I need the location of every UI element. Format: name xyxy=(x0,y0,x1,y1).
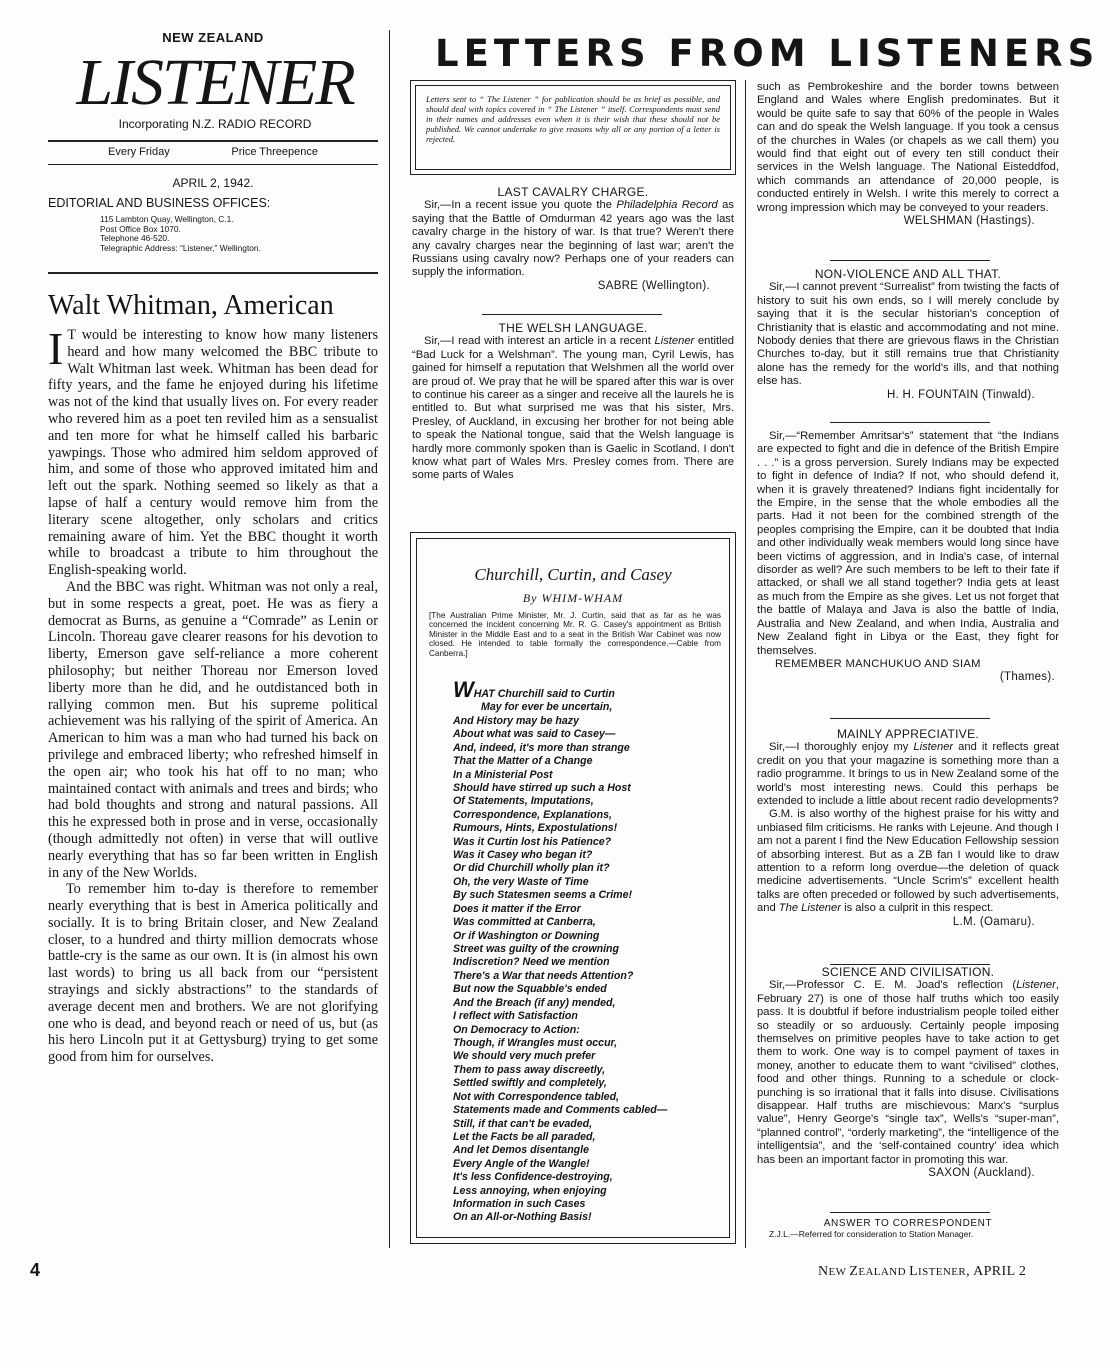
letter-text: G.M. is also worthy of the highest praise for his witty and unbiased film criticisms. He ranks with Lejeune. And though I am not a parent I find the New Education Fellowship session of absorbing interest. But as a ZB fan I would like to draw attention to a reform long overdue—the deletion of quack medicine advertisements. “Uncle Scrim's” excellent health talks are often preceded or followed by such advertisements, and The Listener is also a culprit in this respect. xyxy=(757,808,1059,915)
offices-address xyxy=(100,215,261,253)
poem-line: Should have stirred up such a Host xyxy=(453,781,631,794)
poem-line: Every Angle of the Wangle! xyxy=(453,1157,590,1170)
letter-appreciative xyxy=(757,728,1059,929)
issue-price: Price Threepence xyxy=(231,146,318,158)
masthead-logo: LISTENER xyxy=(76,46,354,119)
poem-line: And, indeed, it's more than strange xyxy=(453,741,630,754)
page-footer: NEW ZEALAND LISTENER, APRIL 2 xyxy=(818,1264,1027,1279)
letter-signature: L.M. (Oamaru). xyxy=(952,915,1035,928)
letter-welsh-continued xyxy=(757,81,1059,228)
poem-line: Or did Churchill wholly plan it? xyxy=(453,862,610,875)
poem-line: Does it matter if the Error xyxy=(453,902,581,915)
column-divider xyxy=(389,30,390,1248)
letter-divider xyxy=(830,718,990,719)
letter-divider xyxy=(482,314,662,315)
editorial-rule xyxy=(48,272,378,274)
poem-line: On Democracy to Action: xyxy=(453,1023,580,1036)
poem-line: Them to pass away discreetly, xyxy=(453,1063,606,1076)
letter-heading: MAINLY APPRECIATIVE. xyxy=(836,727,980,741)
poem-initial: W xyxy=(453,677,474,702)
letters-notice-text: Letters sent to “ The Listener ” for publication should be as brief as possible, and should deal with topics covered in “ The Listener ” itself. Correspondents must send in their names and addresses even when it is their wish that these should not be published. We cannot undertake to give reasons why all or any portion of a letter is rejected. xyxy=(415,85,731,170)
letter-signature-place: (Thames). xyxy=(999,671,1055,684)
letter-cavalry xyxy=(412,186,734,293)
poem-line: We should very much prefer xyxy=(453,1050,596,1063)
poem-line: On an All-or-Nothing Basis! xyxy=(453,1211,592,1224)
letter-heading: LAST CAVALRY CHARGE. xyxy=(497,185,649,199)
poem-line: Less annoying, when enjoying xyxy=(453,1184,607,1197)
poem-title: Churchill, Curtin, and Casey xyxy=(474,565,672,584)
poem-line: Correspondence, Explanations, xyxy=(453,808,612,821)
issue-frequency: Every Friday xyxy=(108,146,170,158)
letter-divider xyxy=(830,422,990,423)
poem-line: Was committed at Canberra, xyxy=(453,916,596,929)
letter-text: Sir,—“Remember Amritsar's” statement that “the Indians are expected to fight and die in defence of the British Empire . . .” is a gross perversion. Surely Indians may be expected to fight in defence of India? If not, who should defend it, when it is gravely threatened? Indians fight incidentally for the Empire, in the sense that the whole embodies all the parts. Had it not been for the combined strength of the peoples comprising the Empire, can it be doubted that India and other individually weak members would long since have been victims of aggression, and in India's case, of internal disorder as well? Are such members to be left to their fate if attacked, or shall we all stand together? India gets at least as much from the Empire as she gives. Let us not forget that the battle of Malaya and Java is also the battle of India, Australia and New Zealand, and when India, Australia and New Zealand fight in Libya or the East, they fight for themselves. xyxy=(757,430,1059,657)
letter-divider xyxy=(830,1212,990,1213)
poem-line: It's less Confidence-destroying, xyxy=(453,1171,613,1184)
letter-science xyxy=(757,966,1059,1181)
letter-text: such as Pembrokeshire and the border towns between England and Wales where English predominates. But it would be quite safe to say that 60% of the people in Wales can and do speak the Welsh language. If you took a census of the churches in Wales (or chapels as we call them) you would find that eight out of every ten still conduct their services in the Welsh language. The National Eisteddfod, which commands an attendance of 20,000 people, is conducted entirely in Welsh. I write this merely to correct a wrong impression which may be conveyed to your readers. xyxy=(757,81,1059,214)
answer-text: Z.J.L.—Referred for consideration to Station Manager. xyxy=(769,1229,974,1239)
address-line: Telegraphic Address: “Listener,” Wellington. xyxy=(100,242,261,253)
poem-line: Was it Casey who began it? xyxy=(453,849,593,862)
editorial-title: Walt Whitman, American xyxy=(48,290,334,321)
section-headline: LETTERS FROM LISTENERS xyxy=(435,32,1100,75)
poem-line: Rumours, Hints, Expostulations! xyxy=(453,822,618,835)
poem-line: In a Ministerial Post xyxy=(453,768,553,781)
poem-line: Was it Curtin lost his Patience? xyxy=(453,835,612,848)
poem-line: But now the Squabble's ended xyxy=(453,983,607,996)
letter-heading: THE WELSH LANGUAGE. xyxy=(498,321,648,335)
editorial-dropcap: I xyxy=(48,323,64,374)
poem-line: By such Statesmen seems a Crime! xyxy=(453,889,632,902)
poem-line: Let the Facts be all paraded, xyxy=(453,1130,596,1143)
poem-line: May for ever be uncertain, xyxy=(481,701,613,714)
poem-line: That the Matter of a Change xyxy=(453,755,593,768)
column-divider xyxy=(745,80,746,1248)
answer-heading: ANSWER TO CORRESPONDENT xyxy=(823,1218,993,1229)
letter-heading: SCIENCE AND CIVILISATION. xyxy=(821,965,995,979)
letter-nonviolence xyxy=(757,268,1059,402)
poem-line: Indiscretion? Need we mention xyxy=(453,956,610,969)
letter-signature: SABRE (Wellington). xyxy=(597,279,710,292)
address-line: Telephone 46-520. xyxy=(100,233,170,244)
letter-text: Sir,—I thoroughly enjoy my Listener and it reflects great credit on you that your magazine is something more than a radio programme. It brings to us in New Zealand some of the world's most interesting news. Could this perhaps be extended to include a little about recent radio developments? xyxy=(757,741,1059,808)
poem-verse xyxy=(453,677,668,1225)
letter-signature: SAXON (Auckland). xyxy=(928,1167,1035,1180)
editorial-paragraph: I T would be interesting to know how many listeners heard and how many welcomed the BBC tribute to Walt Whitman last week. Whitman has been dead for fifty years, and the fame he enjoyed during his lifetime was not of the kind that usually lives on. For every reader who revered him as a poet ten reviled him as a sensualist and ten more for what he himself called his barbaric yawpings. Those who admired him seldom approved of him, and some of those who approved imitated him and left out the spark. Nothing seemed so likely as that a lapse of half a century would remove him from the literary scene altogether, only scholars and critics remaining aware of him. Yet the BBC thought it worth while to broadcast a tribute to him throughout the English-speaking world. xyxy=(48,323,378,579)
poem-line: I reflect with Satisfaction xyxy=(453,1010,578,1023)
editorial-paragraph: And the BBC was right. Whitman was not only a real, but in some respects a great, poet. He was as fiery a democrat as Burns, as genuine a “Comrade” as Lenin or Lincoln. Thoreau gave clearer reasons for his devotion to liberty, Emerson gave self-reliance a more coherent philosophy; but neither Thoreau nor Emerson loved liberty more than he did, and he outdistanced both in rallying common men. But his supreme political achievement was his rallying of the spirit of America. An American to him was a man who had turned his back on privilege and embraced liberty; who refreshed himself in the open air; who took his hat off to no man; who maintained contact with animals and trees and birds; who had bold thoughts and strong and natural passions. All this he expressed both in prose and in verse, occasionally (though admittedly not often) in verse that will outlive nearly everything that has so far been written in English in any of the New Worlds. xyxy=(48,578,378,881)
poem-editor-note: [The Australian Prime Minister, Mr. J. Curtin, said that as far as he was concerned the incident concerning Mr. R. G. Casey's appointment as British Minister in the Middle East and to a seat in the British War Cabinet was now closed. He intended to table formally the correspondence.—Cable from Canberra.] xyxy=(429,611,721,658)
editorial-paragraph: To remember him to-day is therefore to remember nearly everything that is best in America politically and socially. It is to bring Britain closer, and New Zealand closer, to a hundred and thirty million democrats whose battle-cry is the same as our own. It is (in almost his own last words) to bring us all back from our “persistent strayings and sickly abstractions” to the standards of average decent men and brothers. We are not glorifying one who is dead, and beyond reach or need of us, but (as his hero Lincoln put it at Gettysburg) trying to get some good from him for ourselves. xyxy=(48,881,378,1066)
masthead-issue-line xyxy=(108,146,318,158)
page-number: 4 xyxy=(30,1260,41,1280)
poem-byline: By WHIM-WHAM xyxy=(522,591,624,605)
letter-text: Sir,—In a recent issue you quote the Philadelphia Record as saying that the Battle of Omdurman 42 years ago was the last cavalry charge in the history of war. Is that true? Weren't there any cavalry charges near the beginning of last war; aren't the Russians using cavalry now? Perhaps one of your readers can supply the information. xyxy=(412,199,734,279)
letter-text: Sir,—I read with interest an article in a recent Listener entitled “Bad Luck for a Welshman”. The young man, Cyril Lewis, has gained for himself a reputation that Welshmen all the world over are proud of. We pray that he will be spared after this war is over to continue his career as a singer and receive all the laurels he is entitled to. But what surprised me was that his sister, Mrs. Presley, of Auckland, in excusing her brother for not being able to speak the National tongue, said that the Welsh language is hardly more commonly spoken than is Gaelic in Scotland. I don't know what part of Wales Mrs. Presley comes from. There are some parts of Wales xyxy=(412,335,735,482)
poem-line: Still, if that can't be evaded, xyxy=(453,1117,593,1130)
poem-line: Settled swiftly and completely, xyxy=(453,1077,607,1090)
editorial-body xyxy=(48,323,378,1066)
poem-line: There's a War that needs Attention? xyxy=(453,969,634,982)
masthead-country: NEW ZEALAND xyxy=(162,30,264,45)
letters-notice-box xyxy=(410,80,736,175)
poem-line: Or if Washington or Downing xyxy=(453,929,600,942)
poem-line: Oh, the very Waste of Time xyxy=(453,875,589,888)
letter-signature: REMEMBER MANCHUKUO AND SIAM xyxy=(775,657,981,670)
letter-signature: WELSHMAN (Hastings). xyxy=(903,215,1035,228)
letter-divider xyxy=(830,260,990,261)
masthead-incorporating: Incorporating N.Z. RADIO RECORD xyxy=(118,117,312,131)
poem-line: Not with Correspondence tabled, xyxy=(453,1090,619,1103)
letter-text: Sir,—I cannot prevent “Surrealist” from twisting the facts of history to suit his own ends, so I will merely conclude by saying that it is the secular historian's conception of Christianity that is elastic and accommodating and not mine. Nobody denies that there are grievous flaws in the Christian Churches to-day, but it still remains true that Christianity alone has the remedy for the world's ills, and that nothing else has. xyxy=(757,281,1059,388)
poem-line: Statements made and Comments cabled— xyxy=(453,1104,668,1117)
poem-line: And the Breach (if any) mended, xyxy=(453,996,616,1009)
offices-heading: EDITORIAL AND BUSINESS OFFICES: xyxy=(48,196,271,210)
poem-box xyxy=(410,532,736,1244)
poem-line: Of Statements, Imputations, xyxy=(453,795,594,808)
masthead-rule-top xyxy=(48,140,378,142)
letter-welsh xyxy=(412,322,734,483)
address-line: Post Office Box 1070. xyxy=(100,223,181,234)
issue-date: APRIL 2, 1942. xyxy=(172,176,254,190)
letter-text: Sir,—Professor C. E. M. Joad's reflection (Listener, February 27) is one of those half truths which too easily pass. It is doubtful if before industrialism people toiled either so steadily or so arduously. Certainly people imposing themselves on primitive peoples have to take action to get them to work. One way is to compel payment of taxes in money, another to educate them to want “civilised” clothes, food and other things. Running to a schedule or clock-punching is so irrational that it falls into disuse. Civilisations disappear. Half truths are mischievous: Marx's “surplus value”, Henry George's “single tax”, Wells's “super-man”, “planned control”, “orderly marketing”, the “intelligence of the intelligentsia”, and the ‘self-contained country’ idea which has been an important factor in promoting this war. xyxy=(757,979,1059,1166)
letter-heading: NON-VIOLENCE AND ALL THAT. xyxy=(814,267,1002,281)
letter-signature: H. H. FOUNTAIN (Tinwald). xyxy=(886,388,1035,401)
address-line: 115 Lambton Quay, Wellington, C.1. xyxy=(100,214,234,224)
answer-to-correspondent xyxy=(757,1218,1059,1239)
poem-line: Though, if Wrangles must occur, xyxy=(453,1036,618,1049)
poem-line: WHAT Churchill said to Curtin xyxy=(453,677,615,702)
poem-line: And let Demos disentangle xyxy=(453,1144,589,1157)
masthead-rule-bottom xyxy=(48,164,378,165)
letter-amritsar xyxy=(757,430,1059,685)
poem-line: Information in such Cases xyxy=(453,1198,586,1211)
poem-line: And History may be hazy xyxy=(453,714,579,727)
poem-line: Street was guilty of the crowning xyxy=(453,943,619,956)
poem-line: About what was said to Casey— xyxy=(453,728,616,741)
